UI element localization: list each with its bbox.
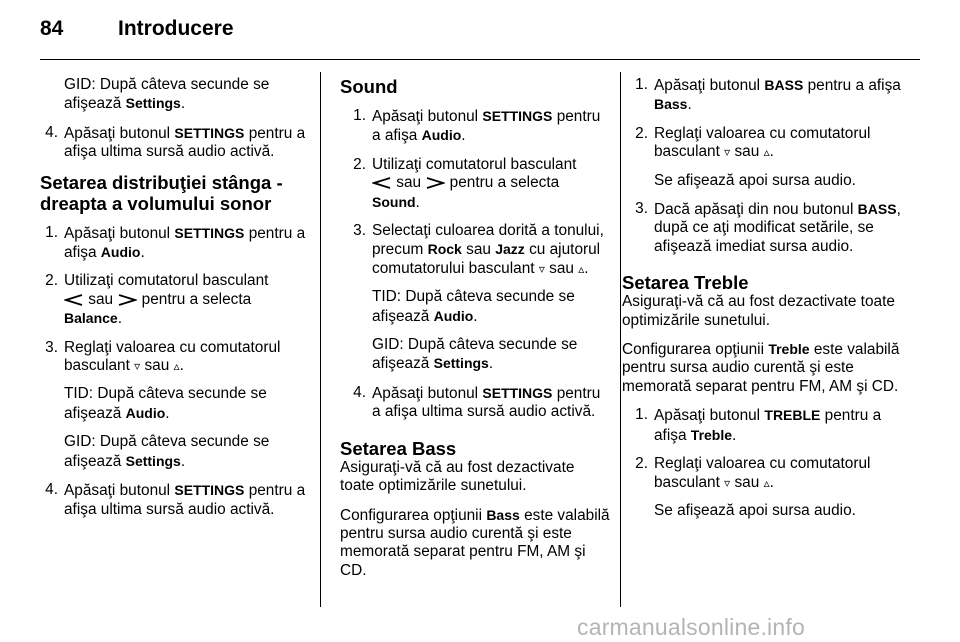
list-item: 1. Apăsaţi butonul SETTINGS pentru a afişa Audio. bbox=[353, 107, 601, 145]
page-number: 84 bbox=[40, 17, 64, 40]
paragraph: Asiguraţi-vă că au fost dezactivate toate optimizările sunetului. bbox=[340, 458, 575, 495]
list-item: 3. Selectaţi culoarea dorită a tonului, precum Rock sau Jazz cu ajutorul comutatorului basculant ▿ sau ▵. TID: După câteva secunde se afişează Audio. GID: După câteva secunde se afişează Settings. bbox=[353, 222, 604, 373]
rocker-up-icon: ▵ bbox=[173, 359, 180, 374]
rocker-down-icon: ▿ bbox=[134, 359, 141, 374]
rocker-up-icon: ▵ bbox=[763, 475, 770, 490]
left-triangle-icon bbox=[372, 177, 392, 189]
list-item: 2. Utilizaţi comutatorul basculant sau pentru a selecta Sound. bbox=[353, 155, 577, 211]
list-item: 2. Reglaţi valoarea cu comutatorul basculant ▿ sau ▵. Se afişează apoi sursa audio. bbox=[635, 455, 871, 519]
rocker-up-icon: ▵ bbox=[763, 145, 770, 160]
column-2 bbox=[340, 76, 612, 590]
list-item: 2. Utilizaţi comutatorul basculant sau pentru a selecta Balance. bbox=[45, 272, 269, 328]
right-triangle-icon bbox=[117, 294, 137, 306]
column-3 bbox=[622, 76, 907, 530]
section-heading: Setarea distribuţiei stânga - dreapta a volumului sonor bbox=[40, 171, 283, 214]
paragraph: Configurarea opţiunii Bass este valabilă pentru sursa audio curentă şi este memorată separat pentru FM, AM şi CD. bbox=[340, 506, 610, 579]
list-item: 3. Reglaţi valoarea cu comutatorul basculant ▿ sau ▵. TID: După câteva secunde se afişează Audio. GID: După câteva secunde se afişează Settings. bbox=[45, 338, 281, 470]
watermark: carmanualsonline.info bbox=[577, 614, 805, 640]
list-item: 4. Apăsaţi butonul SETTINGS pentru a afişa ultima sursă audio activă. bbox=[353, 383, 601, 421]
left-triangle-icon bbox=[64, 294, 84, 306]
paragraph: Configurarea opţiunii Treble este valabilă pentru sursa audio curentă şi este memorată separat pentru FM, AM şi CD. bbox=[622, 341, 900, 395]
header-rule bbox=[40, 59, 920, 60]
paragraph: Asiguraţi-vă că au fost dezactivate toate optimizările sunetului. bbox=[622, 293, 895, 329]
column-divider-1 bbox=[320, 72, 321, 607]
rocker-down-icon: ▿ bbox=[724, 145, 731, 160]
page-title: Introducere bbox=[118, 17, 234, 40]
list-item: 2. Reglaţi valoarea cu comutatorul basculant ▿ sau ▵. Se afişează apoi sursa audio. bbox=[635, 124, 871, 189]
list-item: 1. Apăsaţi butonul TREBLE pentru a afişa Treble. bbox=[635, 406, 882, 444]
rocker-up-icon: ▵ bbox=[578, 261, 585, 276]
list-item: 4. Apăsaţi butonul SETTINGS pentru a afişa ultima sursă audio activă. bbox=[45, 481, 306, 518]
list-item: 1. Apăsaţi butonul SETTINGS pentru a afişa Audio. bbox=[45, 223, 306, 262]
rocker-down-icon: ▿ bbox=[538, 261, 545, 276]
continued-text: GID: După câteva secunde se afişează Settings. bbox=[64, 76, 270, 113]
rocker-down-icon: ▿ bbox=[724, 475, 731, 490]
section-heading: Setarea Treble bbox=[622, 272, 749, 294]
column-1 bbox=[40, 76, 310, 529]
right-triangle-icon bbox=[425, 177, 445, 189]
list-item: 4. Apăsaţi butonul SETTINGS pentru a afişa ultima sursă audio activă. bbox=[45, 123, 306, 161]
list-item: 3. Dacă apăsaţi din nou butonul BASS, după ce aţi modificat setările, se afişează imediat sursa audio. bbox=[635, 200, 901, 255]
list-item: 1. Apăsaţi butonul BASS pentru a afişa Bass. bbox=[635, 76, 901, 114]
section-heading: Sound bbox=[340, 76, 398, 97]
section-heading: Setarea Bass bbox=[340, 437, 457, 459]
page-header bbox=[0, 0, 960, 62]
column-divider-2 bbox=[620, 72, 621, 607]
